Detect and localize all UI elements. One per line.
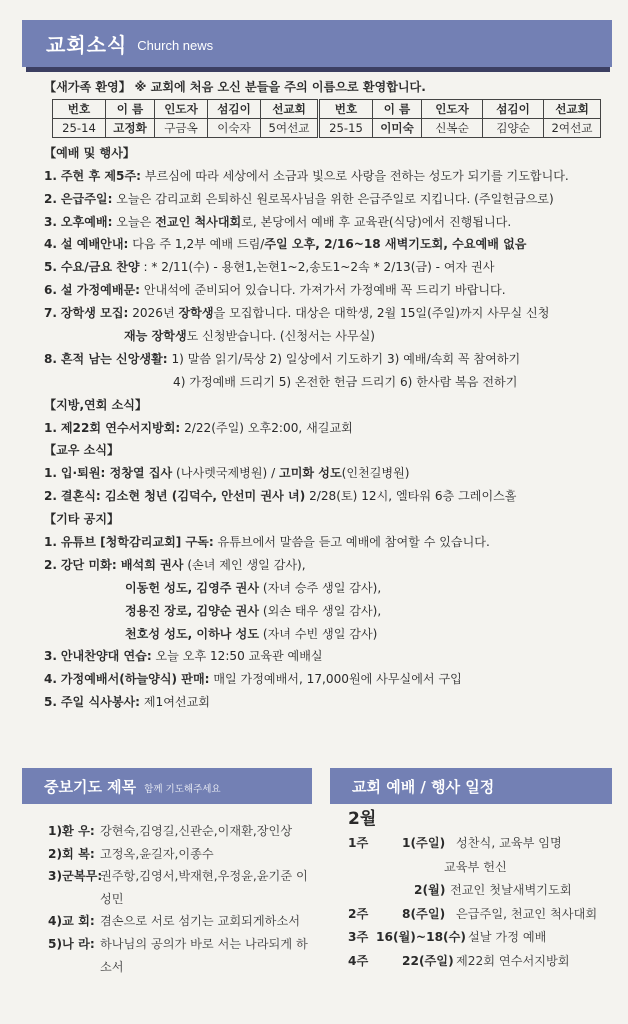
events-title: 교회 예배 / 행사 일정 <box>352 777 495 796</box>
prayer-title: 중보기도 제목 <box>44 777 137 796</box>
schedule-row: 4주 22(주일) 제22회 연수서지방회 <box>348 953 570 968</box>
list-item: 8. 흔적 남는 신앙생활: 1) 말씀 읽기/묵상 2) 일상에서 기도하기 3) 예배/속회 꼭 참여하기 <box>44 351 521 366</box>
list-item: 3)군복무: 권주항,김영서,박재현,우정윤,윤기준 이성민 <box>48 869 308 906</box>
events-header <box>330 768 612 804</box>
list-item-continued: 이동헌 성도, 김영주 권사 (자녀 승주 생일 감사), <box>125 580 382 595</box>
col-header: 선교회 <box>544 99 601 118</box>
church-news-content <box>44 76 610 714</box>
list-item-continued: 4) 가정예배 드리기 5) 온전한 헌금 드리기 6) 한사람 복음 전하기 <box>173 374 518 389</box>
schedule-row: 2(월) 전교인 첫날새벽기도회 <box>414 883 572 897</box>
table-header-row <box>53 99 601 118</box>
list-item: 3. 오후예배: 오늘은 전교인 척사대회로, 본당에서 예배 후 교육관(식당)에서 진행됩니다. <box>44 214 512 229</box>
welcome-heading-line <box>44 76 610 99</box>
members-news-heading: 【교우 소식】 <box>44 443 120 458</box>
list-item: 4. 가정예배서(하늘양식) 판매: 매일 가정예배서, 17,000원에 사무실에서 구입 <box>44 672 462 687</box>
welcome-intro: ※ 교회에 처음 오신 분들을 주의 이름으로 환영합니다. <box>134 80 426 94</box>
table-cell: 김양순 <box>483 118 544 137</box>
prayer-header <box>22 768 312 804</box>
section-header <box>22 20 612 67</box>
list-item: 3. 안내찬양대 연습: 오늘 오후 12:50 교육관 예배실 <box>44 649 323 664</box>
list-item: 1. 유튜브 [청학감리교회] 구독: 유튜브에서 말씀을 듣고 예배에 참여할 수 있습니다. <box>44 535 490 550</box>
list-item-continued: 정용진 장로, 김양순 권사 (외손 태우 생일 감사), <box>125 603 382 618</box>
list-item-continued: 재능 장학생도 신청받습니다. (신청서는 사무실) <box>124 329 375 344</box>
list-item: 5. 주일 식사봉사: 제1여선교회 <box>44 695 210 710</box>
events-schedule <box>340 806 610 973</box>
prayer-subtitle: 함께 기도해주세요 <box>144 783 221 795</box>
list-item: 2. 강단 미화: 배석희 권사 (손녀 제인 생일 감사), <box>44 557 306 572</box>
worship-heading: 【예배 및 행사】 <box>44 145 136 160</box>
list-item: 1. 주현 후 제5주: 부르심에 따라 세상에서 소금과 빛으로 사랑을 전하는 성도가 되기를 기도합니다. <box>44 168 569 183</box>
schedule-row: 교육부 헌신 <box>444 859 507 874</box>
list-item: 7. 장학생 모집: 2026년 장학생을 모집합니다. 대상은 대학생, 2월 15일(주일)까지 사무실 신청 <box>44 306 550 321</box>
schedule-row: 1주 1(주일) 성찬식, 교육부 임명 <box>348 836 562 850</box>
list-item: 5)나 라: 하나님의 공의가 바로 서는 나라되게 하소서 <box>48 936 308 974</box>
new-members-table <box>52 99 601 138</box>
list-item-continued: 천호성 성도, 이하나 성도 (자녀 수빈 생일 감사) <box>125 626 378 641</box>
list-item: 1. 제22회 연수서지방회: 2/22(주일) 오후2:00, 새길교회 <box>44 420 353 435</box>
table-cell: 2여선교 <box>544 118 601 137</box>
list-item: 5. 수요/금요 찬양 : * 2/11(수) - 용현1,논현1~2,송도1~2속 * 2/13(금) - 여자 권사 <box>44 260 495 275</box>
col-header: 이 름 <box>373 99 422 118</box>
list-item: 1)환 우: 강현숙,김영길,신관순,이재환,장인상 <box>48 824 293 838</box>
table-cell: 이숙자 <box>208 118 261 137</box>
col-header: 인도자 <box>422 99 483 118</box>
col-header: 섬김이 <box>483 99 544 118</box>
list-item: 6. 설 가정예배문: 안내석에 준비되어 있습니다. 가져가서 가정예배 꼭 드리기 바랍니다. <box>44 283 506 298</box>
prayer-list <box>48 820 318 978</box>
district-heading: 【지방,연회 소식】 <box>44 397 148 412</box>
table-cell: 고정화 <box>106 118 155 137</box>
month-label: 2월 <box>348 809 377 829</box>
list-item: 1. 입·퇴원: 정창열 집사 (나사렛국제병원) / 고미화 성도(인천길병원) <box>44 466 410 481</box>
misc-heading: 【기타 공지】 <box>44 512 120 527</box>
table-cell: 25-14 <box>53 118 106 137</box>
list-item: 2. 결혼식: 김소현 청년 (김덕수, 안선미 권사 녀) 2/28(토) 12시, 엘타워 6층 그레이스홀 <box>44 489 517 504</box>
table-cell: 이미숙 <box>373 118 422 137</box>
list-item: 4. 설 예배안내: 다음 주 1,2부 예배 드림/주일 오후, 2/16~18 새벽기도회, 수요예배 없음 <box>44 237 527 252</box>
table-cell: 신복순 <box>422 118 483 137</box>
schedule-row: 3주 16(월)~18(수) 설날 가정 예배 <box>348 930 547 944</box>
header-rule <box>26 67 610 72</box>
list-item: 2)회 복: 고정옥,윤길자,이종수 <box>48 846 214 861</box>
table-cell: 구금옥 <box>155 118 208 137</box>
list-item: 2. 은급주일: 오늘은 감리교회 은퇴하신 원로목사님을 위한 은급주일로 지킵니다. (주일헌금으로) <box>44 191 554 206</box>
header-title: 교회소식 <box>46 33 128 57</box>
list-item: 4)교 회: 겸손으로 서로 섬기는 교회되게하소서 <box>48 914 300 929</box>
header-subtitle: Church news <box>137 38 214 53</box>
col-header: 번호 <box>53 99 106 118</box>
schedule-row: 2주 8(주일) 은급주일, 천교인 척사대회 <box>348 906 598 921</box>
table-row <box>53 118 601 137</box>
col-header: 섬김이 <box>208 99 261 118</box>
col-header: 번호 <box>319 99 373 118</box>
col-header: 인도자 <box>155 99 208 118</box>
table-cell: 5여선교 <box>261 118 319 137</box>
table-cell: 25-15 <box>319 118 373 137</box>
welcome-heading: 【새가족 환영】 <box>44 80 131 94</box>
col-header: 선교회 <box>261 99 319 118</box>
col-header: 이 름 <box>106 99 155 118</box>
